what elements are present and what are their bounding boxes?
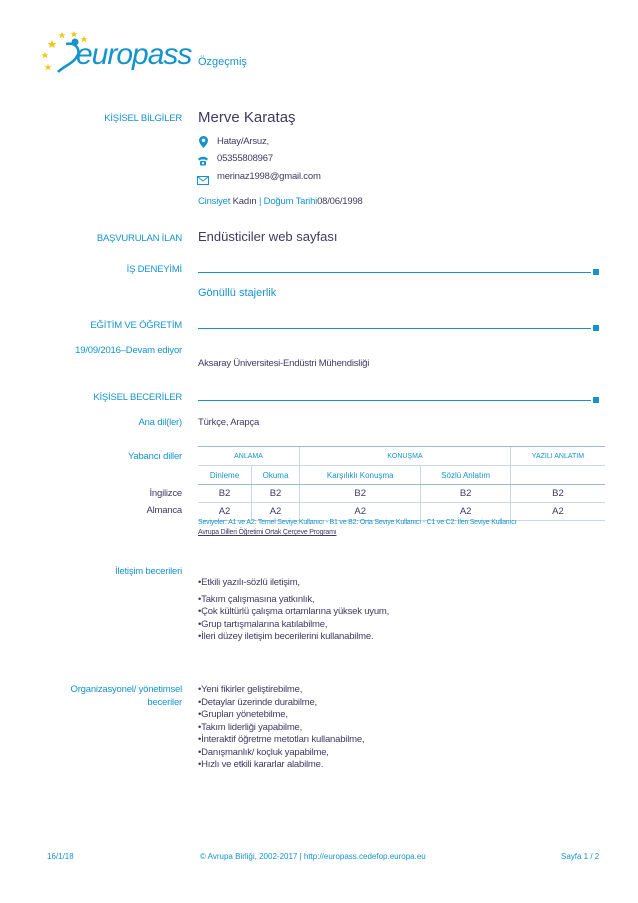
footer-page-number: Sayfa 1 / 2 [561,852,600,861]
level-cell: A2 [218,506,231,517]
communication-label: İletişim becerileri [115,566,182,577]
skills-label: KİŞİSEL BECERİLER [93,392,182,403]
language-table [198,446,605,521]
list-item: • Etkili yazılı-sözlü iletişim, [198,577,389,590]
header-speaking: KONUŞMA [300,447,511,466]
experience-label: İŞ DENEYİMİ [126,264,182,275]
level-cell: A2 [252,503,300,521]
communication-list [198,577,389,644]
list-item: • Grupları yönetebilme, [198,709,364,722]
phone-text: 05355808967 [217,153,273,164]
location-icon [199,135,208,153]
subheader-production: Sözlü Anlatım [421,466,510,485]
mother-tongue-value: Türkçe, Arapça [198,417,260,428]
subheader-empty [510,466,605,485]
birth-gender-line [198,196,363,207]
applied-value: Endüsticiler web sayfası [198,229,338,244]
experience-divider [198,272,591,273]
list-item: • Grup tartışmalarına katılabilme, [198,619,389,632]
footer-date: 16/1/18 [47,852,74,861]
level-cell: A2 [421,503,510,521]
levels-note: Seviyeler: A1 ve A2: Temel Seviye Kullanıcı - B1 ve B2: Orta Seviye Kullanıcı - C1 ve C2: İleri Seviye Kullanıcı [198,519,517,526]
level-cell: A2 [300,503,421,521]
email-icon [197,172,209,190]
subheader-reading: Okuma [252,466,300,485]
list-item: • Takım çalışmasına yatkınlık, [198,594,389,607]
education-date: 19/09/2016–Devam ediyor [75,345,182,356]
list-item: • Hızlı ve etkili kararlar alabilme. [198,759,364,772]
subheader-interaction: Karşılıklı Konuşma [300,466,421,485]
level-cell: B2 [218,488,231,499]
level-cell: B2 [510,485,605,503]
mother-tongue-label: Ana dil(ler) [138,417,182,428]
email-text: merinaz1998@gmail.com [217,171,321,182]
experience-item: Gönüllü stajerlik [198,287,277,299]
skills-divider [198,400,591,401]
personal-section-label: KİŞİSEL BİLGİLER [104,113,182,124]
document-title: Özgeçmiş [198,56,247,68]
language-name-german: Almanca [146,505,182,516]
level-cell: A2 [510,503,605,521]
birth-label: Doğum Tarihi [263,196,318,207]
list-item: • Detaylar üzerinde durabilme, [198,697,364,710]
experience-divider-end [593,269,599,275]
full-name: Merve Karataş [198,109,296,126]
education-divider [198,328,591,329]
list-item: • Danışmanlık/ koçluk yapabilme, [198,747,364,760]
cefr-link[interactable]: Avrupa Dilleri Öğretimi Ortak Çerçeve Programı [198,529,337,536]
header-understanding: ANLAMA [198,447,300,466]
europass-logo [38,28,193,78]
list-item: • İleri düzey iletişim becerilerini kullanabilme. [198,631,389,644]
education-school: Aksaray Üniversitesi-Endüstri Mühendisliği [198,358,370,369]
applied-label: BAŞVURULAN İLAN [96,233,182,244]
table-row [198,503,605,521]
skills-divider-end [593,397,599,403]
gender-label: Cinsiyet [198,196,231,207]
logo-wordmark: europass [76,38,192,71]
foreign-languages-label: Yabancı diller [127,451,182,462]
list-item: • Takım liderliği yapabilme, [198,722,364,735]
table-row [198,485,605,503]
education-label: EĞİTİM VE ÖĞRETİM [90,320,182,331]
list-item: • Çok kültürlü çalışma ortamlarına yüksek uyum, [198,606,389,619]
organisational-list [198,684,364,772]
birth-value: 08/06/1998 [317,196,363,207]
subheader-listening: Dinleme [198,466,252,485]
gender-value: Kadın [232,196,257,207]
footer-copyright[interactable]: © Avrupa Birliği, 2002-2017 | http://europass.cedefop.europa.eu [200,852,426,861]
separator: | [258,196,262,207]
education-divider-end [593,325,599,331]
organisational-label-2: beceriler [147,697,182,708]
list-item: • Yeni fikirler geliştirebilme, [198,684,364,697]
language-name-english: İngilizce [149,488,182,499]
header-writing: YAZILI ANLATIM [510,447,605,466]
level-cell: B2 [300,485,421,503]
level-cell: B2 [421,485,510,503]
phone-icon [197,153,209,171]
organisational-label-1: Organizasyonel/ yönetimsel [70,684,182,695]
list-item: • İnteraktif öğretme metotları kullanabilme, [198,734,364,747]
address-text: Hatay/Arsuz, [217,136,269,147]
level-cell: B2 [252,485,300,503]
